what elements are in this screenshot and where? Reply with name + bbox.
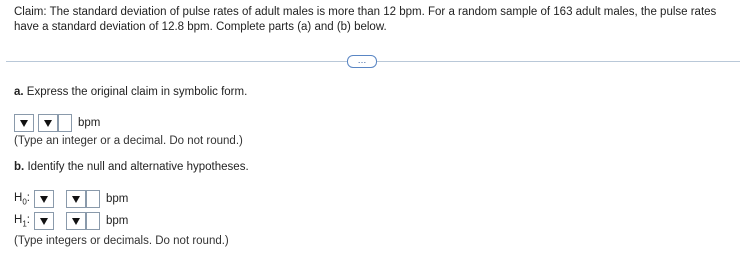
h0-value-input[interactable]	[86, 190, 100, 208]
part-a-question: Express the original claim in symbolic form.	[26, 86, 248, 98]
part-b-hint: (Type integers or decimals. Do not round.)	[14, 235, 229, 247]
dropdown-arrow-icon	[40, 218, 48, 225]
alternative-hypothesis-label: $H_1$:	[14, 213, 30, 229]
claim-text: Claim: The standard deviation of pulse rates of adult males is more than 12 bpm. For a random sample of 163 adult males, the pulse rates have a standard deviation of 12.8 bpm. Complete parts (a) and (b) below.	[14, 6, 717, 33]
part-a-label: a.	[14, 86, 24, 98]
part-b-question: Identify the null and alternative hypotheses.	[27, 161, 249, 173]
unit-label: bpm	[78, 117, 101, 129]
part-b-prompt	[14, 161, 249, 173]
claim-value-input[interactable]	[58, 114, 72, 132]
null-hypothesis-label: $H_0$:	[14, 191, 30, 207]
more-options-button[interactable]: …	[347, 55, 377, 68]
alternative-hypothesis-row	[14, 211, 128, 231]
dropdown-arrow-icon	[72, 218, 80, 225]
parameter-dropdown[interactable]	[14, 114, 34, 132]
h1-value-input[interactable]	[86, 212, 100, 230]
h1-parameter-dropdown[interactable]	[34, 212, 54, 230]
dropdown-arrow-icon	[20, 120, 28, 127]
dropdown-arrow-icon	[72, 196, 80, 203]
h0-parameter-dropdown[interactable]	[34, 190, 54, 208]
unit-label: bpm	[106, 215, 129, 227]
dropdown-arrow-icon	[44, 120, 52, 127]
part-b-label: b.	[14, 161, 25, 173]
null-hypothesis-row	[14, 189, 128, 209]
relation-dropdown[interactable]	[38, 114, 58, 132]
h1-relation-dropdown[interactable]	[66, 212, 86, 230]
part-a-prompt	[14, 86, 247, 98]
h0-relation-dropdown[interactable]	[66, 190, 86, 208]
dropdown-arrow-icon	[40, 196, 48, 203]
part-a-answer-row	[14, 113, 100, 133]
part-a-hint: (Type an integer or a decimal. Do not round.)	[14, 135, 243, 147]
unit-label: bpm	[106, 193, 129, 205]
